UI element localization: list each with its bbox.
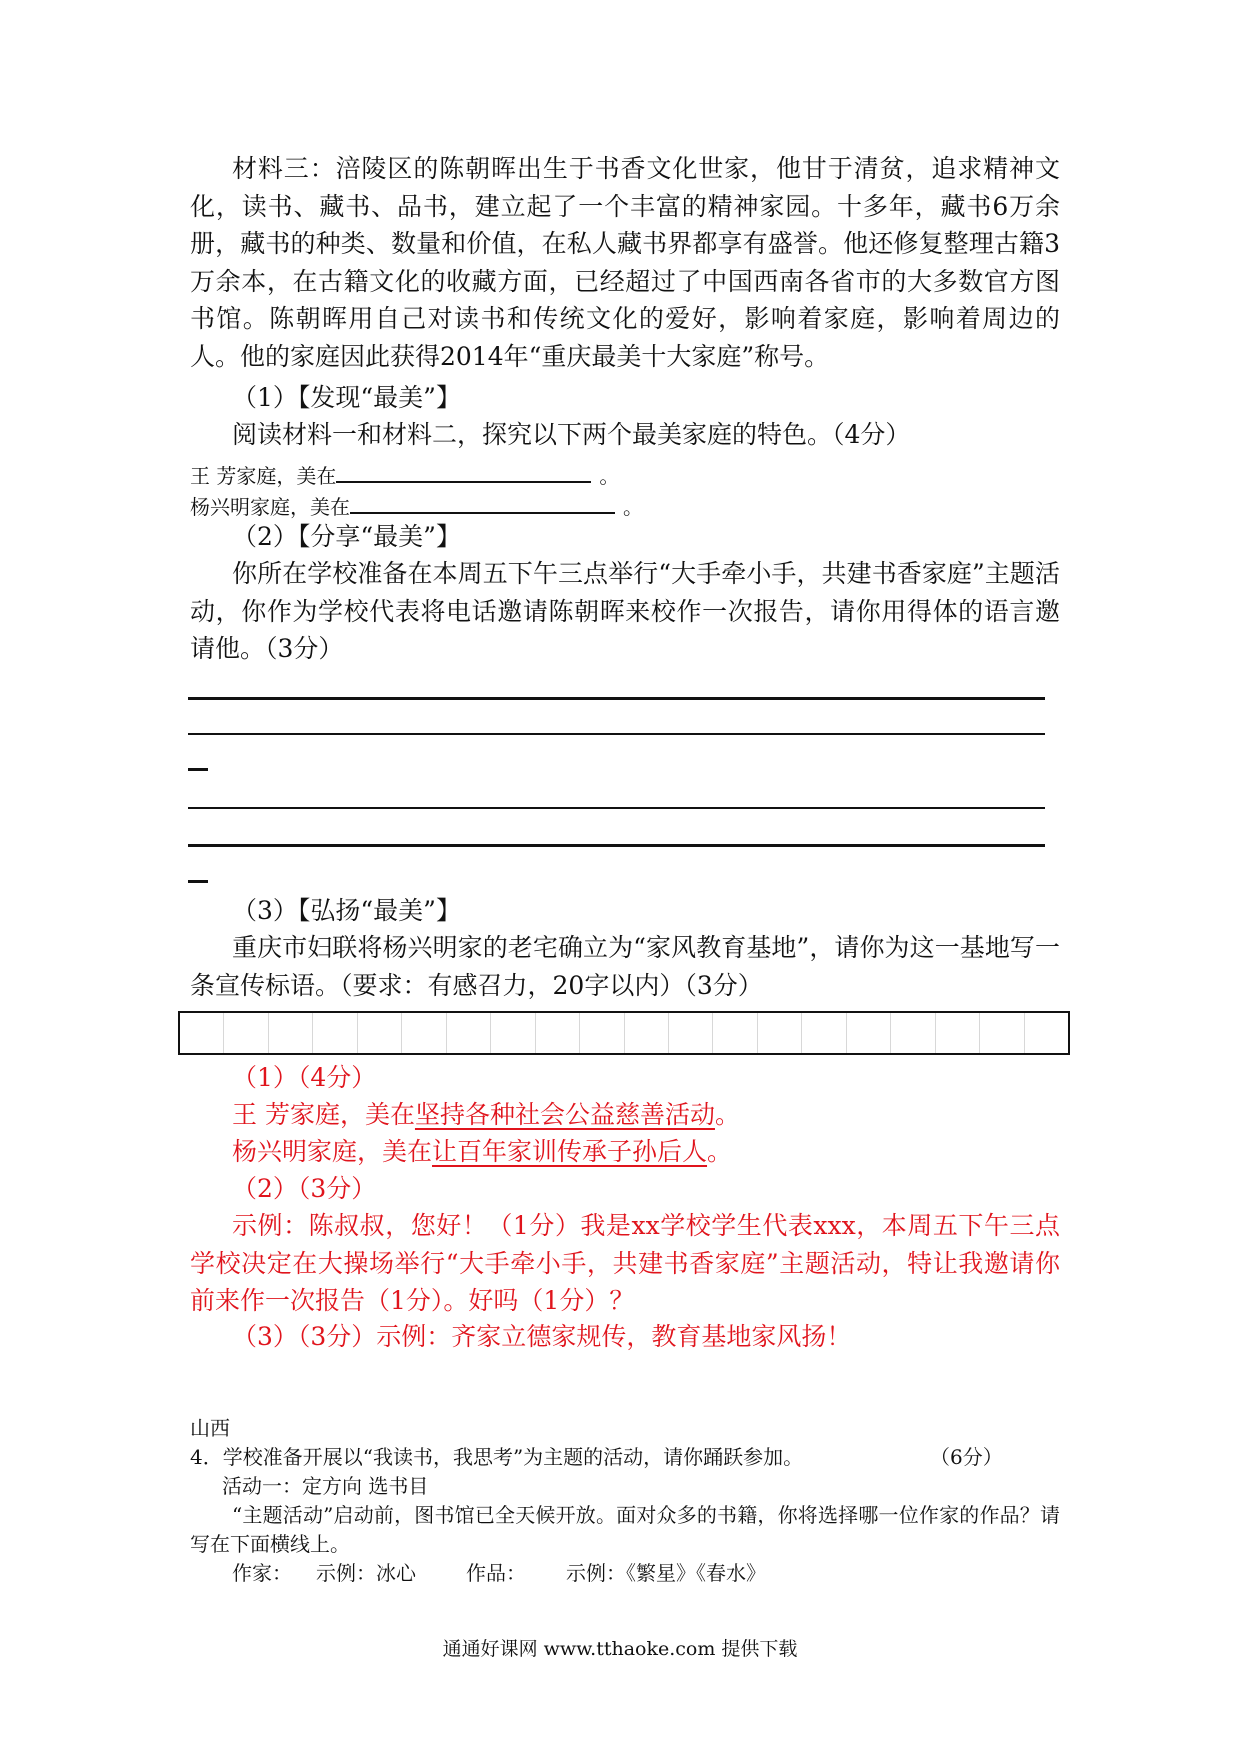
answer-2-body: 示例：陈叔叔，您好！（1分）我是xx学校学生代表xxx，本周五下午三点学校决定在大操场举行“大手牵小手，共建书香家庭”主题活动，特让我邀请你前来作一次报告（1分）。好吗（1分）？	[190, 1211, 1060, 1315]
grid-cell	[180, 1013, 224, 1053]
q1-title: （1）【发现“最美”】	[232, 383, 461, 412]
q4-score: （6分）	[930, 1445, 1003, 1469]
material-three-paragraph: 材料三：涪陵区的陈朝晖出生于书香文化世家，他甘于清贫，追求精神文化，读书、藏书、品书，建立起了一个丰富的精神家园。十多年，藏书6万余册，藏书的种类、数量和价值，在私人藏书界都享有盛誉。他还修复整理古籍3万余本，在古籍文化的收藏方面，已经超过了中国西南各省市的大多数官方图书馆。陈朝晖用自己对读书和传统文化的爱好，影响着家庭，影响着周边的人。他的家庭因此获得2014年“重庆最美十大家庭”称号。	[190, 154, 1060, 371]
q1-yang-answer-blank[interactable]	[350, 486, 615, 514]
works-example: 示例：《繁星》《春水》	[566, 1561, 766, 1585]
grid-cell	[847, 1013, 891, 1053]
answer-1-yang	[232, 1133, 732, 1170]
answer-1-wang-prefix: 王 芳家庭，美在	[232, 1100, 415, 1129]
activity-one-text: “主题活动”启动前，图书馆已全天候开放。面对众多的书籍，你将选择哪一位作家的作品？请写在下面横线上。	[190, 1503, 1060, 1556]
grid-cell	[580, 1013, 624, 1053]
q1-wang-prefix: 王 芳家庭，美在	[190, 464, 337, 488]
grid-cell	[1025, 1013, 1068, 1053]
activity-one-title: 活动一：定方向 选书目	[222, 1474, 429, 1498]
page-footer: 通通好课网 www.tthaoke.com 提供下载	[442, 1638, 798, 1660]
grid-cell	[669, 1013, 713, 1053]
grid-cell	[936, 1013, 980, 1053]
answer-1-wang	[232, 1096, 740, 1133]
q1-yang-prefix: 杨兴明家庭，美在	[190, 495, 350, 519]
q1-wang-answer-blank[interactable]	[336, 455, 591, 483]
q1-wang-end: 。	[599, 464, 620, 488]
author-works-row	[232, 1559, 766, 1588]
answer-1-yang-prefix: 杨兴明家庭，美在	[232, 1137, 433, 1166]
q3-title: （3）【弘扬“最美”】	[232, 896, 461, 925]
q2-prompt: 你所在学校准备在本周五下午三点举行“大手牵小手，共建书香家庭”主题活动，你作为学校代表将电话邀请陈朝晖来校作一次报告，请你用得体的语言邀请他。（3分）	[190, 559, 1060, 663]
answer-line-2[interactable]	[188, 733, 1045, 735]
grid-cell	[269, 1013, 313, 1053]
answer-1-wang-end: 。	[714, 1100, 740, 1129]
grid-cell	[891, 1013, 935, 1053]
answer-line-dash-2	[188, 880, 208, 883]
grid-cell	[402, 1013, 446, 1053]
q4-prompt: 4．学校准备开展以“我读书，我思考”为主题的活动，请你踊跃参加。	[190, 1445, 804, 1469]
works-label: 作品：	[466, 1561, 526, 1585]
answer-1-wang-text: 坚持各种社会公益慈善活动	[414, 1100, 715, 1129]
answer-line-3[interactable]	[188, 807, 1045, 809]
q2-title: （2）【分享“最美”】	[232, 522, 461, 551]
grid-cell	[713, 1013, 757, 1053]
grid-cell	[980, 1013, 1024, 1053]
answer-1-head: （1）（4分）	[232, 1063, 377, 1092]
q1-yang-end: 。	[623, 495, 643, 519]
grid-cell	[802, 1013, 846, 1053]
grid-cell	[313, 1013, 357, 1053]
grid-cell	[758, 1013, 802, 1053]
answer-line-dash-1	[188, 768, 208, 771]
q1-yang-line	[190, 486, 643, 522]
region-label: 山西	[190, 1416, 230, 1440]
q1-prompt: 阅读材料一和材料二，探究以下两个最美家庭的特色。（4分）	[232, 420, 911, 449]
slogan-answer-grid[interactable]	[178, 1011, 1070, 1055]
q3-prompt: 重庆市妇联将杨兴明家的老宅确立为“家风教育基地”，请你为这一基地写一条宣传标语。（要求：有感召力，20字以内）（3分）	[190, 933, 1060, 1000]
answer-2-head: （2）（3分）	[232, 1174, 377, 1203]
author-label: 作家：	[232, 1561, 292, 1585]
answer-line-4[interactable]	[188, 844, 1045, 847]
grid-cell	[536, 1013, 580, 1053]
answer-3: （3）（3分）示例：齐家立德家规传，教育基地家风扬！	[232, 1322, 852, 1351]
grid-cell	[358, 1013, 402, 1053]
grid-cell	[447, 1013, 491, 1053]
answer-1-yang-end: 。	[707, 1137, 733, 1166]
grid-cell	[491, 1013, 535, 1053]
author-example: 示例：冰心	[316, 1561, 416, 1585]
grid-cell	[224, 1013, 268, 1053]
answer-line-1[interactable]	[188, 697, 1045, 700]
answer-1-yang-text: 让百年家训传承子孙后人	[432, 1137, 708, 1166]
grid-cell	[625, 1013, 669, 1053]
